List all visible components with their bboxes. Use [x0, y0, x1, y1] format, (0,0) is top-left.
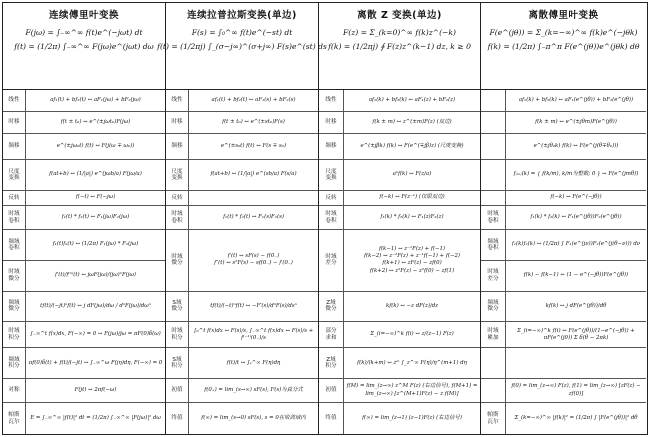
property-label: 尺度 变换	[166, 160, 189, 190]
column-header	[319, 3, 480, 90]
property-label: Z域 积分	[319, 348, 344, 378]
column-title: 连续拉普拉斯变换(单边)	[187, 10, 297, 21]
property-row	[319, 292, 480, 323]
property-row	[3, 403, 165, 434]
property-formula: f₍ₘ₎(k) = { f(k/m), k/m为整数; 0 } ↔ F(e^(jmθ))	[513, 171, 639, 178]
property-label: 尺度 变换	[319, 160, 344, 190]
property-label: 频域 积分	[3, 348, 26, 378]
property-label: 终值	[319, 403, 344, 434]
property-label: 时域 累加	[481, 322, 506, 347]
property-row	[166, 230, 318, 291]
property-formula: f₁(k) * f₂(k) ↔ F₁(e^(jθ))F₂(e^(jθ))	[530, 213, 622, 220]
property-row	[3, 379, 165, 403]
property-formula: f₁(t) * f₂(t) ↔ F₁(s)F₂(s)	[223, 213, 284, 220]
property-label	[481, 112, 506, 133]
property-rows	[166, 90, 318, 434]
property-row	[481, 191, 646, 206]
property-row	[319, 160, 480, 191]
property-formula: f(0₊) = lim_(s→∞) sF(s), F(s)为真分式	[204, 387, 303, 394]
property-row	[481, 160, 646, 191]
property-row	[481, 348, 646, 379]
property-row	[166, 134, 318, 160]
property-row	[319, 403, 480, 434]
property-label: 频域 卷积	[3, 230, 26, 260]
property-label: 线性	[319, 90, 344, 111]
property-formula: f(k ± m) ↔ e^(±jθm)F(e^(jθ))	[535, 118, 617, 125]
property-row	[3, 348, 165, 379]
property-formula: f(k ± m) ↔ z^(±m)F(z) (双边)	[372, 118, 452, 125]
property-row	[3, 230, 165, 261]
property-row	[481, 292, 646, 323]
property-formula: aᵏf(k) ↔ F(z/a)	[392, 171, 432, 178]
column-title: 离散傅里叶变换	[528, 10, 599, 21]
property-label: 帕斯 瓦尔	[481, 403, 506, 434]
property-formula	[506, 348, 646, 378]
property-formula: E = ∫₋∞^∞ |f(t)|² dt = (1/2π) ∫₋∞^∞ |F(jω)|² dω	[30, 414, 161, 421]
property-row	[319, 206, 480, 230]
property-row	[481, 90, 646, 112]
column-ctft	[3, 3, 166, 434]
property-row	[166, 348, 318, 379]
transform-properties-table	[2, 2, 648, 435]
property-formula: af₁(t) + bf₂(t) ↔ aF₁(jω) + bF₂(jω)	[50, 96, 141, 103]
property-label: 对称	[3, 379, 26, 402]
property-formula	[189, 191, 318, 205]
column-header	[157, 3, 327, 90]
property-row	[3, 322, 165, 348]
property-row	[319, 90, 480, 112]
property-formula: af₁(k) + bf₂(k) ↔ aF₁(e^(jθ)) + bF₂(e^(jθ))	[518, 96, 634, 103]
definition-inverse: f(k) = (1/2πj) ∮ F(z)z^(k−1) dz, k ≥ 0	[328, 42, 471, 52]
definition-forward: F(e^(jθ)) = Σ_(k=−∞)^∞ f(k)e^(−jθk)	[489, 28, 638, 37]
property-label: 尺度 变换	[3, 160, 26, 190]
property-row	[3, 160, 165, 191]
property-formula: af₁(k) + bf₂(k) ↔ aF₁(z) + bF₂(z)	[368, 96, 456, 103]
property-formula: f(t ± t₀) ↔ e^(±jωt₀)F(jω)	[60, 118, 131, 125]
property-formula: f(−k) ↔ F(e^(−jθ))	[550, 194, 602, 201]
property-label: 时移	[319, 112, 344, 133]
property-row	[166, 403, 318, 434]
property-row	[319, 134, 480, 160]
property-formula: f(k)/(k+m) ↔ zᵐ ∫_z^∞ F(η)/η^(m+1) dη	[357, 359, 467, 366]
property-formula: f(k) − f(k−1) ↔ (1 − e^(−jθ))F(e^(jθ))	[523, 272, 629, 279]
property-row	[166, 206, 318, 230]
property-row	[166, 191, 318, 206]
property-formula: f₁(t) * f₂(t) ↔ F₁(jω)F₂(jω)	[61, 213, 130, 220]
property-label: 初值	[166, 379, 189, 402]
property-formula: f(t)/t ↔ ∫ₛ^∞ F(η)dη	[226, 359, 281, 366]
property-label: 频移	[166, 134, 189, 159]
property-row	[319, 112, 480, 134]
definition-inverse: f(t) = (1/2π) ∫₋∞^∞ F(jω)e^(jωt) dω	[14, 42, 154, 52]
property-formula: f(∞) = lim_(s→0) sF(s), s = 0在收敛域内	[201, 414, 306, 421]
property-label: 线性	[166, 90, 189, 111]
property-rows	[481, 90, 646, 434]
property-row	[3, 90, 165, 112]
property-row	[481, 112, 646, 134]
property-row	[166, 90, 318, 112]
column-title: 连续傅里叶变换	[48, 10, 119, 21]
column-laplace	[157, 3, 327, 434]
property-formula: f(−t) ↔ F(−jω)	[75, 194, 116, 201]
property-formula: f₁(t)f₂(t) ↔ (1/2π) F₁(jω) * F₂(jω)	[52, 241, 139, 248]
property-formula: Σ_(k=−∞)^∞ |f(k)|² = (1/2π) ∫ |F(e^(jθ))|² dθ	[514, 414, 638, 421]
property-row	[166, 160, 318, 191]
property-label: Z域 微分	[319, 292, 344, 322]
property-label: 时域 积分	[3, 322, 26, 347]
property-label: 反转	[3, 191, 26, 205]
property-row	[319, 230, 480, 291]
property-formula: f(0) = lim_(z→∞) F(z), f(1) = lim_(z→∞) [zF(z) − zf(0)]	[511, 383, 641, 397]
property-formula: tf(t)/(−t)ⁿf(t) ↔ −F′(s)/dⁿF(s)/dsⁿ	[210, 302, 297, 309]
property-label: 初值	[319, 379, 344, 402]
property-label	[481, 379, 506, 402]
property-formula: f(−k) ↔ F(z⁻¹) (仅限双边)	[379, 194, 445, 201]
property-row	[3, 112, 165, 134]
property-formula: e^(±jβk) f(k) ↔ F(e^(∓jβ)z) (尺度变换)	[360, 142, 464, 149]
property-row	[481, 261, 646, 292]
property-formula: f₁(k) * f₂(k) ↔ F₁(z)F₂(z)	[380, 213, 444, 220]
property-formula: f₁(k)f₂(k) ↔ (1/2π) ∫ F₁(e^(jν))F₂(e^(j(θ−ν))) dν	[511, 241, 641, 248]
property-label: S域 微分	[166, 292, 189, 322]
property-label: 线性	[3, 90, 26, 111]
property-label	[481, 134, 506, 159]
property-label: 时域 卷积	[3, 206, 26, 229]
property-formula: f(at+b) ↔ (1/|a|) e^(jωb/a) F(jω/a)	[49, 171, 142, 178]
property-formula: kf(k) ↔ −z dF(z)/dz	[385, 302, 439, 309]
definition-forward: F(s) = ∫₀^∞ f(t)e^(−st) dt	[191, 28, 293, 37]
property-formula: f(t ± t₀) ↔ e^(±st₀)F(s)	[222, 118, 285, 125]
column-header	[3, 3, 165, 90]
property-formula: e^(±jθ₀k) f(k) ↔ F(e^(j(θ∓θ₀)))	[533, 142, 619, 149]
definition-forward: F(jω) = ∫₋∞^∞ f(t)e^(−jωt) dt	[25, 28, 143, 37]
property-label: 时域 差分	[481, 261, 506, 291]
column-dtft	[481, 3, 646, 434]
property-row	[166, 379, 318, 403]
property-rows	[3, 90, 165, 434]
property-label: 时域 卷积	[166, 206, 189, 229]
property-formula: e^(±jω₀t) f(t) ↔ F(j(ω ∓ ω₀))	[56, 142, 135, 149]
property-label: 时域 差分	[319, 230, 344, 290]
property-label: 频域 卷积	[481, 230, 506, 260]
property-label	[481, 90, 506, 111]
property-row	[319, 191, 480, 206]
column-title: 离散 Z 变换(单边)	[357, 10, 442, 21]
column-z-transform	[319, 3, 481, 434]
property-label: 时域 微分	[3, 261, 26, 291]
column-header	[481, 3, 646, 90]
property-row	[3, 261, 165, 292]
property-label: 时域 微分	[166, 230, 189, 290]
property-label	[481, 348, 506, 378]
property-row	[481, 206, 646, 230]
property-row	[166, 112, 318, 134]
property-row	[3, 191, 165, 206]
property-row	[319, 379, 480, 403]
property-label	[481, 191, 506, 205]
property-formula: Σ_(i=−∞)^k f(i) ↔ z/(z−1) F(z)	[370, 331, 454, 338]
property-row	[481, 379, 646, 403]
definition-forward: F(z) = Σ_(k=0)^∞ f(k)z^(−k)	[343, 28, 456, 37]
property-label: 反转	[166, 191, 189, 205]
property-formula: Σ_(i=−∞)^k f(i) ↔ F(e^(jθ))/(1−e^(−jθ)) + πF(e^(j0)) Σ δ(θ − 2πk)	[517, 327, 635, 341]
property-formula: f(∞) = lim_(z→1) (z−1)F(z) (右边信号)	[362, 414, 462, 421]
property-row	[319, 322, 480, 348]
property-formula: e^(±s₀t) f(t) ↔ F(s ∓ s₀)	[220, 142, 287, 149]
property-row	[166, 322, 318, 348]
property-formula: ∫₋∞^t f(x)dx, F(−∞) = 0 ↔ F(jω)/jω = πF(0)δ(ω)	[30, 331, 161, 338]
property-row	[481, 322, 646, 348]
property-row	[481, 134, 646, 160]
property-label: S域 积分	[166, 348, 189, 378]
property-label: 频移	[3, 134, 26, 159]
property-label: 频域 微分	[3, 292, 26, 322]
property-formula: tf(t)/(−jt)ⁿf(t) ↔ j dF(jω)/dω / dⁿF(jω)/dωⁿ	[40, 302, 151, 309]
property-formula: f(M) = lim_(z→∞) z^M F(z) (右边信号), f(M+1) = lim_(z→∞) [z^(M+1)F(z) − z f(M)]	[346, 383, 478, 397]
property-formula: ∫₀^t f(x)dx ↔ F(s)/s, ∫₋∞^t f(x)dx ↔ F(s)/s + f⁽⁻¹⁾(0₋)/s	[193, 327, 314, 341]
property-row	[481, 230, 646, 261]
property-row	[3, 134, 165, 160]
property-label: 时域 卷积	[319, 206, 344, 229]
property-formula: f(k−1) ↔ z⁻¹F(z) + f(−1) f(k−2) ↔ z⁻²F(z) + z⁻¹f(−1) + f(−2) f(k+1) ↔ zF(z) − zf(0) f(k+2) ↔ z²F(z) − z²f(0) − zf(1)	[363, 245, 461, 274]
property-label: 时域 积分	[166, 322, 189, 347]
property-label: 时移	[166, 112, 189, 133]
property-formula: f′(t) ↔ sF(s) − f(0₋) f″(t) ↔ s²F(s) − sf(0₋) − f′(0₋)	[214, 253, 293, 267]
property-label: 时移	[3, 112, 26, 133]
property-label: 时域 卷积	[481, 206, 506, 229]
property-row	[3, 206, 165, 230]
property-label: 帕斯 瓦尔	[3, 403, 26, 434]
property-label: 终值	[166, 403, 189, 434]
definition-inverse: f(t) = (1/2πj) ∫_(σ−j∞)^(σ+j∞) F(s)e^(st) ds	[157, 42, 327, 52]
property-row	[481, 403, 646, 434]
property-label	[481, 160, 506, 190]
property-label: 频域 微分	[481, 292, 506, 322]
property-rows	[319, 90, 480, 434]
property-formula: kf(k) ↔ j dF(e^(jθ))/dθ	[545, 302, 607, 309]
definition-inverse: f(k) = (1/2π) ∫₋π^π F(e^(jθ))e^(jθk) dθ	[487, 42, 640, 52]
property-formula: af₁(t) + bf₂(t) ↔ aF₁(s) + bF₂(s)	[211, 96, 296, 103]
property-formula: F(jt) ↔ 2πf(−ω)	[74, 387, 117, 394]
property-row	[319, 348, 480, 379]
property-label: 反转	[319, 191, 344, 205]
property-formula: πf(0)δ(t) + f(t)/(−jt) ↔ ∫₋∞^ω F(jη)dη, F(−∞) = 0	[28, 359, 163, 366]
property-label: 部分 求和	[319, 322, 344, 347]
property-formula: f′(t)/f⁽ⁿ⁾(t) ↔ jωF(jω)/(jω)ⁿF(jω)	[55, 272, 136, 279]
property-label: 频移	[319, 134, 344, 159]
property-formula: f(at+b) ↔ (1/|a|) e^(sb/a) F(s/a)	[210, 171, 297, 178]
property-row	[166, 292, 318, 323]
property-row	[3, 292, 165, 323]
